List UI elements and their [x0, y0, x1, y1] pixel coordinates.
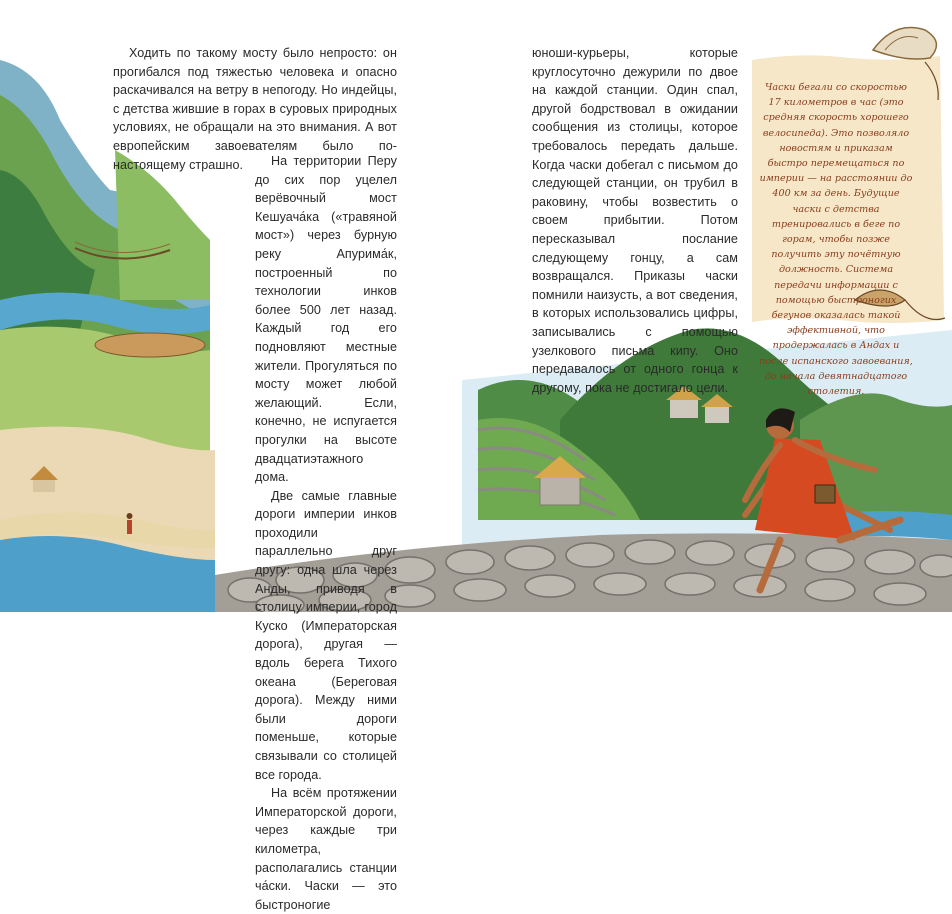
left-walker	[127, 513, 133, 534]
paragraph-column-left	[255, 152, 397, 914]
paragraph-4: На всём протяжении Императорской дороги, через каждые три километра, располагались станции ча́ски. Часки — это быстроногие	[255, 786, 397, 912]
sidebar-fact: Часки бегали со скоростью 17 километров в час (это средняя скорость хорошего велосипеда). Это позволяло новостям и приказам быстро перемещаться по империи — на расстоянии до 400 км за день. Будущие часки с детства тренировались в беге по горам, чтобы позже получить эту почётную должность. Система передачи информации с помощью быстроногих бегунов оказалась такой эффективной, что продержалась в Андах и после испанского завоевания, до начала девятнадцатого столетия.	[759, 82, 913, 398]
paragraph-column-right	[532, 44, 738, 397]
paragraph-5: юноши-курьеры, которые круглосуточно дежурили по двое на каждой станции. Один спал, другой бодрствовал в ожидании сообщения из столицы, которое требовалось передать дальше. Когда часки добегал с письмом до следующей станции, он трубил в раковину, чтобы возвестить о своем прибытии. Потом пересказывал послание следующему гонцу, а сам возвращался. Приказы часки помнили наизусть, а вот сведения, в которых использовались цифры, записывались с помощью узелкового письма кипу. Оно передавалось от одного гонца к другому, пока не достигало цели.	[532, 46, 738, 395]
left-village	[95, 333, 205, 357]
paragraph-2: На территории Перу до сих пор уцелел верёвочный мост Кешуача́ка («травяной мост») через бурную реку Апурима́к, построенный по технологии инков более 500 лет назад. Каждый год его подновляют местные жители. Прогуляться по мосту может любой желающий. Если, конечно, не испугается прогулки на высоте двадцатиэтажного дома.	[255, 154, 397, 485]
paragraph-1: Ходить по такому мосту было непросто: он прогибался под тяжестью человека и опасно раскачивался на ветру в непогоду. Но индейцы, с детства жившие в горах в суровых природных условиях, не обращали на это внимания. А вот европейским завоевателям было по-настоящему страшно.	[113, 46, 397, 172]
paragraph-3: Две самые главные дороги империи инков проходили параллельно друг другу: одна шла через Анды, приводя в столицу империи, город Куско (Императорская дорога), другая — вдоль берега Тихого океана (Береговая дорога). Между ними были дороги поменьше, которые связывали со столицей все города.	[255, 488, 397, 782]
